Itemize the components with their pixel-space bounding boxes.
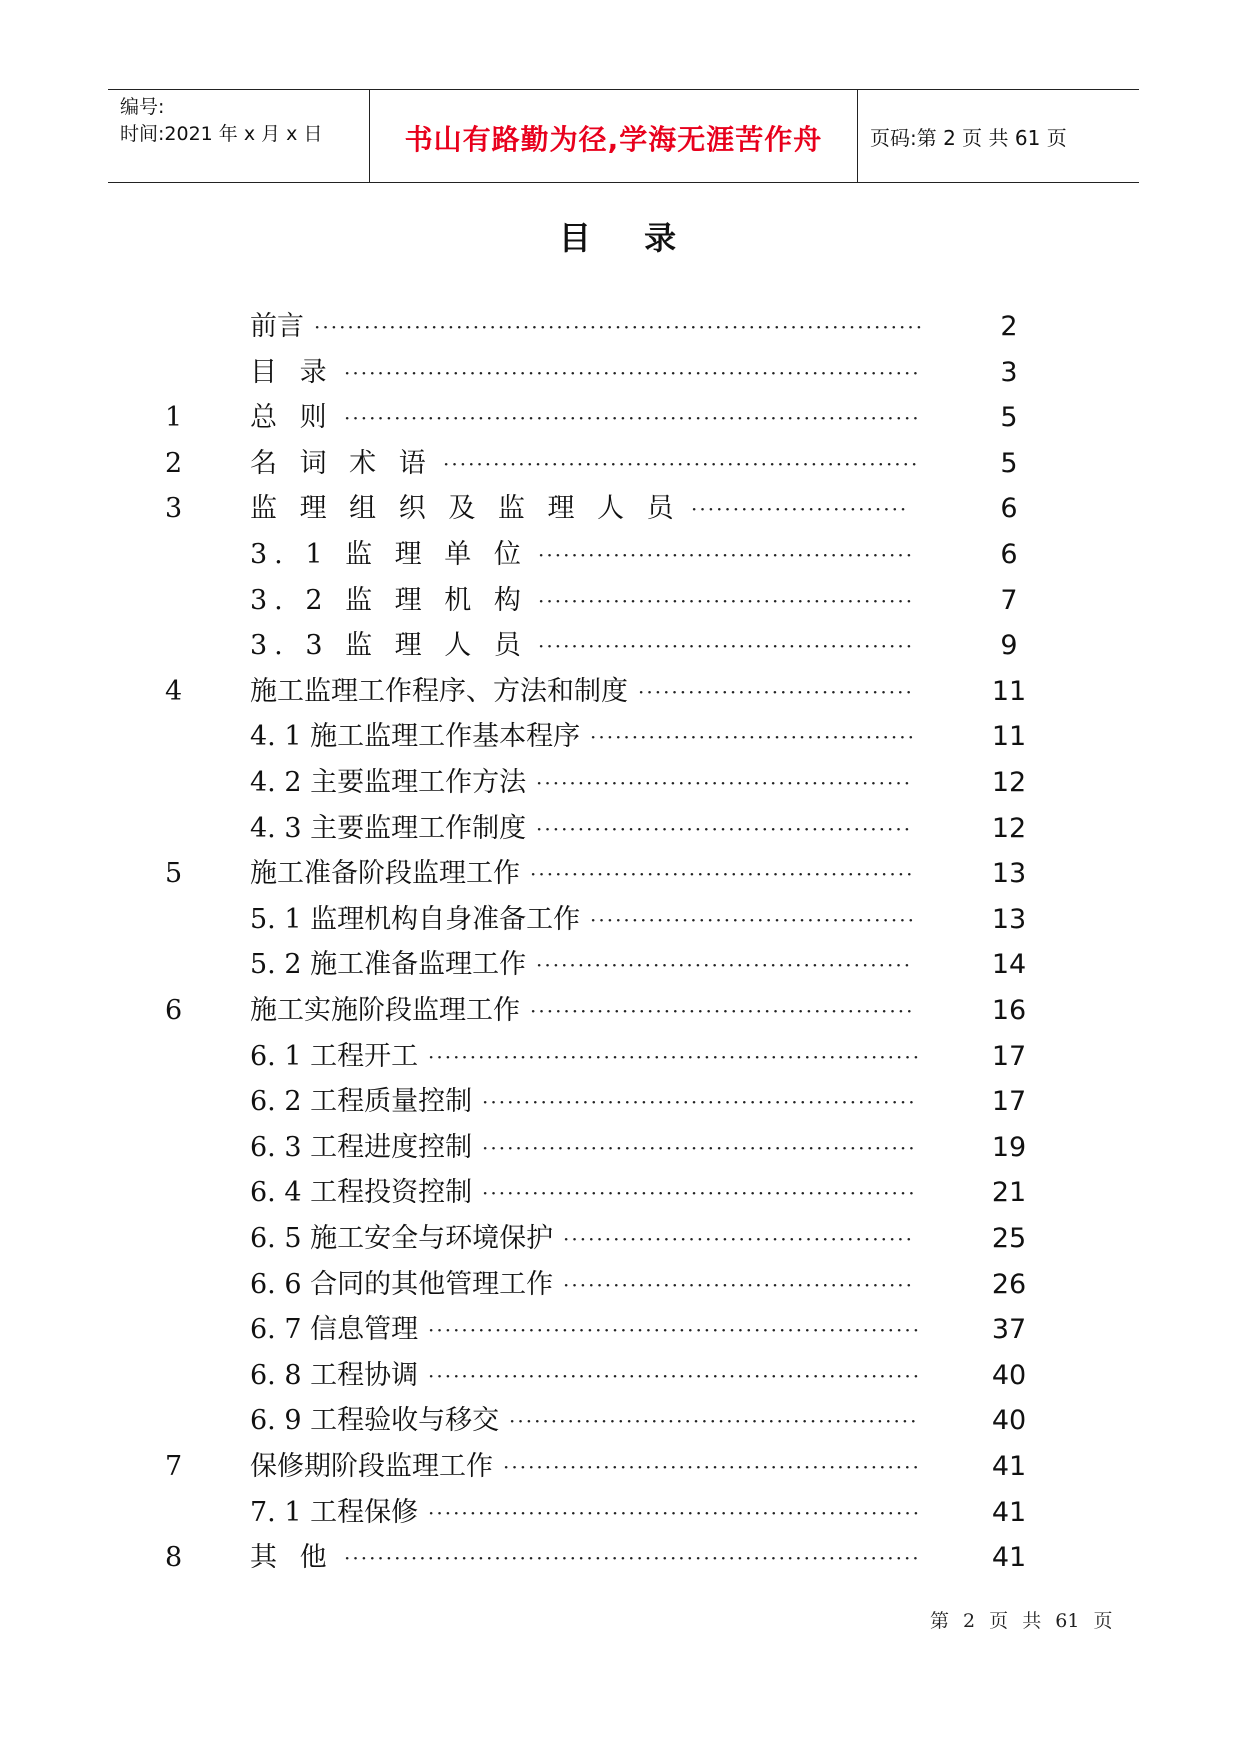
toc-dot-leader: ············································· [538, 634, 915, 659]
toc-entry[interactable] [0, 1173, 1241, 1213]
toc-dot-leader: ·············································· [530, 999, 915, 1023]
toc-entry-number: 3 [165, 493, 183, 525]
toc-dot-leader: ································· [638, 679, 914, 704]
toc-entry[interactable] [0, 581, 1241, 621]
toc-dot-leader: ···················································· [482, 1181, 917, 1206]
toc-dot-leader: ························································· [443, 451, 920, 476]
toc-entry-number: 8 [165, 1542, 183, 1574]
toc-entry-page: 11 [991, 721, 1027, 753]
toc-entry[interactable] [0, 1401, 1241, 1441]
toc-entry[interactable] [0, 1538, 1241, 1578]
toc-entry[interactable] [0, 717, 1241, 757]
toc-entry-label: 6. 1 工程开工 [250, 1040, 419, 1072]
toc-dot-leader: ······································· [590, 725, 916, 750]
toc-entry-label: 7. 1 工程保修 [250, 1496, 419, 1528]
toc-entry[interactable] [0, 489, 1241, 529]
toc-entry-page: 13 [991, 858, 1027, 890]
toc-entry-number: 1 [165, 402, 183, 434]
toc-entry-label: 6. 7 信息管理 [250, 1314, 419, 1346]
toc-entry-label: 6. 3 工程进度控制 [250, 1131, 473, 1163]
toc-entry-label: 其 他 [250, 1542, 334, 1574]
toc-entry-page: 17 [991, 1040, 1027, 1072]
toc-entry-label: 目 录 [250, 356, 334, 388]
toc-dot-leader: ··························································· [428, 1500, 922, 1525]
header-meta [120, 94, 322, 148]
toc-entry-page: 41 [991, 1542, 1027, 1574]
toc-entry[interactable] [0, 398, 1241, 438]
toc-dot-leader: ············································· [536, 771, 913, 795]
toc-dot-leader: ·················································· [503, 1455, 921, 1479]
toc-entry-page: 14 [991, 949, 1027, 981]
toc-dot-leader: ············································· [536, 816, 913, 841]
toc-entry-page: 41 [991, 1496, 1027, 1528]
toc-dot-leader: ·············································· [530, 862, 915, 887]
toc-entry-label: 名 词 术 语 [250, 447, 433, 479]
toc-entry-page: 41 [991, 1451, 1027, 1482]
toc-entry-label: 4. 3 主要监理工作制度 [250, 812, 527, 844]
page-header [108, 89, 1139, 183]
toc-dot-leader: ···················································· [482, 1090, 917, 1115]
toc-dot-leader: ········································································· [314, 315, 925, 339]
toc-entry[interactable] [0, 900, 1241, 940]
toc-entry-page: 6 [1000, 539, 1018, 570]
toc-entry-page: 40 [991, 1405, 1027, 1437]
toc-entry-page: 25 [991, 1223, 1027, 1254]
toc-dot-leader: ······································· [590, 907, 916, 932]
toc-dot-leader: ··························································· [428, 1044, 922, 1069]
toc-entry-label: 施工实施阶段监理工作 [250, 995, 520, 1026]
toc-dot-leader: ···················································· [482, 1135, 917, 1160]
toc-entry-page: 26 [991, 1268, 1027, 1300]
toc-entry-page: 3 [1000, 356, 1018, 388]
toc-entry[interactable] [0, 1493, 1241, 1533]
toc-entry-label: 6. 6 合同的其他管理工作 [250, 1268, 554, 1300]
toc-dot-leader: ················································· [509, 1409, 919, 1434]
toc-entry-page: 21 [991, 1177, 1027, 1209]
toc-entry[interactable] [0, 535, 1241, 575]
toc-entry-label: 6. 2 工程质量控制 [250, 1086, 473, 1118]
toc-entry-page: 6 [1000, 493, 1018, 525]
header-divider [857, 90, 858, 182]
toc-entry-label: 3. 1 监 理 单 位 [250, 539, 528, 570]
toc-entry-label: 4. 1 施工监理工作基本程序 [250, 721, 581, 753]
toc-entry[interactable] [0, 307, 1241, 347]
toc-dot-leader: ····································································· [344, 406, 921, 431]
toc-dot-leader: ····································································· [344, 1546, 921, 1571]
toc-entry-number: 5 [165, 858, 183, 890]
toc-entry-label: 6. 4 工程投资控制 [250, 1177, 473, 1209]
toc-entry[interactable] [0, 1082, 1241, 1122]
toc-entry-label: 4. 2 主要监理工作方法 [250, 767, 527, 798]
toc-entry-label: 3. 3 监 理 人 员 [250, 630, 528, 662]
toc-title: 目 录 [558, 219, 683, 257]
toc-entry[interactable] [0, 1310, 1241, 1350]
page-footer: 第 2 页 共 61 页 [930, 1610, 1113, 1632]
toc-entry-label: 施工准备阶段监理工作 [250, 858, 520, 890]
toc-entry-page: 5 [1000, 402, 1018, 434]
toc-entry-number: 7 [165, 1451, 183, 1482]
toc-entry-page: 5 [1000, 447, 1018, 479]
toc-entry-page: 12 [991, 767, 1027, 798]
toc-dot-leader: ············································· [536, 953, 913, 978]
toc-entry-label: 6. 9 工程验收与移交 [250, 1405, 500, 1437]
toc-entry[interactable] [0, 672, 1241, 712]
toc-dot-leader: ·························· [691, 497, 909, 522]
toc-entry-page: 2 [1000, 311, 1018, 342]
toc-entry-label: 前言 [250, 311, 304, 342]
toc-entry-label: 6. 5 施工安全与环境保护 [250, 1223, 554, 1254]
toc-entry[interactable] [0, 991, 1241, 1031]
toc-entry-page: 16 [991, 995, 1027, 1026]
toc-dot-leader: ············································· [538, 588, 915, 613]
toc-entry-page: 9 [1000, 630, 1018, 662]
toc-entry[interactable] [0, 1356, 1241, 1396]
toc-entry[interactable] [0, 1447, 1241, 1487]
toc-entry-label: 保修期阶段监理工作 [250, 1451, 493, 1482]
toc-entry[interactable] [0, 1037, 1241, 1077]
toc-entry-page: 19 [991, 1131, 1027, 1163]
toc-entry-label: 监 理 组 织 及 监 理 人 员 [250, 493, 681, 525]
toc-entry-label: 施工监理工作程序、方法和制度 [250, 675, 628, 707]
toc-entry-page: 12 [991, 812, 1027, 844]
toc-entry[interactable] [0, 444, 1241, 484]
toc-entry[interactable] [0, 626, 1241, 666]
toc-entry-page: 17 [991, 1086, 1027, 1118]
toc-entry-label: 3. 2 监 理 机 构 [250, 584, 528, 616]
toc-entry-page: 40 [991, 1359, 1027, 1391]
toc-entry[interactable] [0, 353, 1241, 393]
toc-entry[interactable] [0, 854, 1241, 894]
toc-dot-leader: ····································································· [344, 360, 921, 385]
header-page-info: 页码:第 2 页 共 61 页 [870, 126, 1067, 150]
toc-dot-leader: ············································· [538, 543, 915, 567]
toc-dot-leader: ·········································· [563, 1227, 915, 1251]
header-motto: 书山有路勤为径,学海无涯苦作舟 [404, 123, 823, 156]
toc-dot-leader: ··························································· [428, 1363, 922, 1388]
toc-entry[interactable] [0, 809, 1241, 849]
toc-entry-number: 2 [165, 447, 183, 479]
toc-entry-label: 5. 2 施工准备监理工作 [250, 949, 527, 981]
toc-entry[interactable] [0, 1128, 1241, 1168]
toc-entry-page: 7 [1000, 584, 1018, 616]
toc-entry[interactable] [0, 1219, 1241, 1259]
toc-entry-label: 6. 8 工程协调 [250, 1359, 419, 1391]
toc-entry-page: 11 [991, 675, 1027, 707]
document-number-label: 编号: [120, 96, 165, 118]
toc-entry[interactable] [0, 945, 1241, 985]
document-time-label: 时间:2021 年 x 月 x 日 [120, 123, 323, 145]
toc-dot-leader: ·········································· [563, 1272, 915, 1297]
toc-entry-page: 13 [991, 903, 1027, 935]
toc-dot-leader: ··························································· [428, 1318, 922, 1343]
toc-entry-label: 总 则 [250, 402, 334, 434]
toc-entry[interactable] [0, 1265, 1241, 1305]
toc-entry-number: 6 [165, 995, 183, 1026]
toc-entry[interactable] [0, 763, 1241, 803]
toc-entry-label: 5. 1 监理机构自身准备工作 [250, 903, 581, 935]
toc-entry-number: 4 [165, 675, 183, 707]
toc-entry-page: 37 [991, 1314, 1027, 1346]
